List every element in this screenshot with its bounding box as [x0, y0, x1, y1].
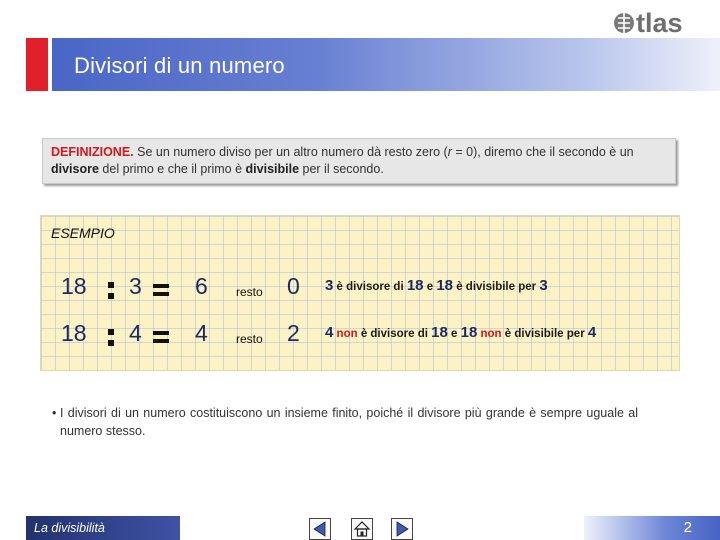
example-row	[41, 269, 681, 309]
home-button[interactable]	[351, 518, 373, 540]
resto-label: resto	[236, 285, 263, 299]
example-row	[41, 316, 681, 356]
conclusion-text: e	[447, 328, 461, 340]
definition-box	[42, 138, 676, 184]
title-bar	[52, 38, 720, 91]
previous-arrow-icon	[310, 519, 330, 539]
note-text: I divisori di un numero costituiscono un insieme finito, poiché il divisore più grande è sempre uguale al numero stesso.	[60, 406, 638, 438]
example-label: ESEMPIO	[51, 225, 115, 241]
conclusion-text: e	[423, 281, 437, 293]
title-accent-stripe	[26, 38, 48, 91]
conclusion-divisor: 4	[587, 324, 597, 341]
conclusion-divisor: 4	[325, 324, 334, 341]
negation-word: non	[333, 328, 358, 340]
bullet-icon: •	[52, 406, 57, 420]
divisor: 3	[129, 273, 142, 299]
conclusion-text: è divisore di	[357, 328, 432, 340]
remainder: 2	[287, 320, 300, 346]
atlas-logo	[612, 4, 702, 38]
page-number: 2	[683, 519, 692, 536]
remainder: 0	[287, 273, 300, 299]
quotient: 6	[195, 273, 208, 299]
definition-keyword: DEFINIZIONE.	[51, 145, 134, 159]
conclusion-dividend: 18	[431, 324, 448, 341]
example-panel	[40, 215, 680, 371]
quotient: 4	[195, 320, 208, 346]
definition-text: = 0), diremo che il secondo è un	[451, 145, 634, 159]
home-icon	[352, 519, 372, 539]
term-divisore: divisore	[51, 162, 99, 176]
page-title: Divisori di un numero	[74, 53, 285, 78]
note-paragraph	[52, 404, 638, 440]
conclusion-divisor: 3	[539, 277, 548, 294]
definition-text: Se un numero diviso per un altro numero dà resto zero (	[133, 145, 448, 159]
divisor: 4	[129, 320, 142, 346]
conclusion-divisor: 3	[325, 277, 334, 294]
remainder-variable: r	[447, 145, 452, 159]
section-label: La divisibilità	[34, 521, 105, 535]
conclusion-dividend: 18	[406, 277, 424, 294]
resto-label: resto	[236, 332, 263, 346]
definition-text: per il secondo.	[299, 162, 384, 176]
equals-sign-icon	[153, 283, 169, 297]
definition-text: del primo e che il primo è	[98, 162, 246, 176]
dividend: 18	[61, 320, 87, 346]
section-footer-tab	[26, 516, 180, 540]
svg-text:tlas: tlas	[636, 8, 683, 38]
conclusion-dividend: 18	[460, 324, 478, 341]
atlas-logo-graphic	[612, 4, 702, 38]
conclusion-dividend: 18	[436, 277, 454, 294]
division-sign-icon	[108, 328, 114, 348]
example-conclusion	[325, 324, 596, 341]
next-button[interactable]	[391, 518, 413, 540]
conclusion-text: è divisore di	[333, 281, 407, 293]
negation-word: non	[477, 328, 502, 340]
next-arrow-icon	[392, 519, 412, 539]
conclusion-text: è divisibile per	[501, 328, 588, 340]
dividend: 18	[61, 273, 87, 299]
page-number-box	[584, 516, 720, 540]
example-conclusion	[325, 277, 548, 294]
equals-sign-icon	[153, 330, 169, 344]
previous-button[interactable]	[309, 518, 331, 540]
conclusion-text: è divisibile per	[453, 281, 540, 293]
term-divisibile: divisibile	[245, 162, 300, 176]
division-sign-icon	[108, 281, 114, 301]
